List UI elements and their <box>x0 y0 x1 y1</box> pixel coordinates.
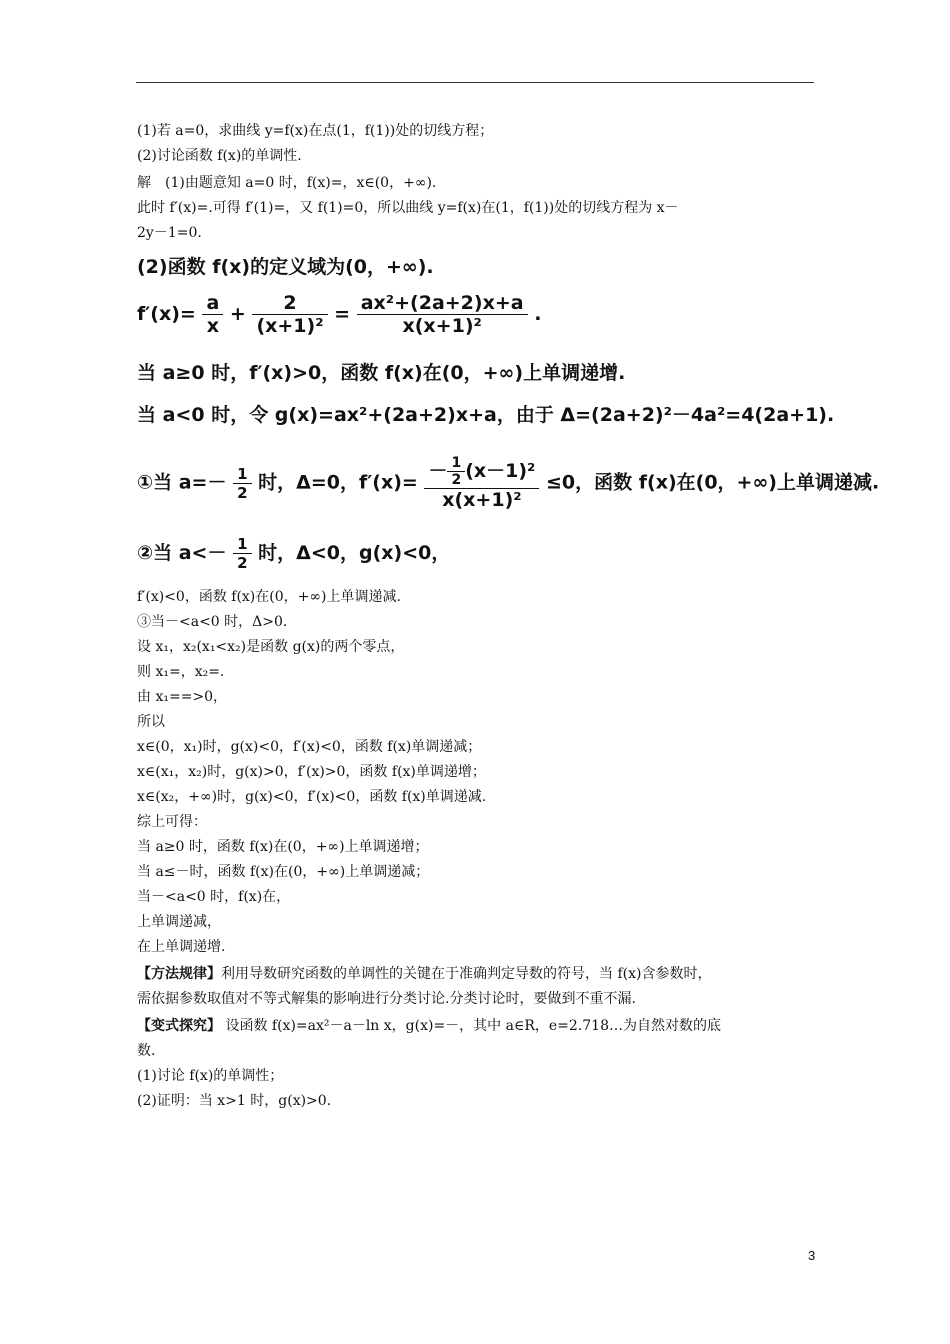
text-line: 当 a≥0 时，函数 f(x)在(0，+∞)上单调递增； <box>137 839 429 855</box>
variant-question-1: (1)讨论 f(x)的单调性； <box>137 1068 284 1084</box>
solution-line-3: 2y－1=0. <box>137 225 202 241</box>
text-line: x∈(x₂，+∞)时，g(x)<0，f′(x)<0，函数 f(x)单调递减. <box>137 789 487 805</box>
text-line: 当－<a<0 时，f(x)在， <box>137 889 291 905</box>
method-rule-cont: 需依据参数取值对不等式解集的影响进行分类讨论.分类讨论时，要做到不重不漏. <box>137 991 636 1007</box>
method-label: 【方法规律】 <box>137 966 221 982</box>
case-2: ②当 a<－ $\frac{1}{2}$ 时，Δ<0，g(x)<0， <box>137 535 451 572</box>
text-line: 在上单调递增. <box>137 939 226 955</box>
variant-label: 【变式探究】 <box>137 1018 221 1034</box>
fraction-a-over-x: $\frac{a}{x}$ <box>202 292 223 337</box>
text-line: 所以 <box>137 714 165 730</box>
text-line: x∈(0，x₁)时，g(x)<0，f′(x)<0，函数 f(x)单调递减； <box>137 739 482 755</box>
fraction-half-case-2: $\frac{1}{2}$ <box>233 535 251 572</box>
solution-line-1: 解 (1)由题意知 a=0 时，f(x)=，x∈(0，+∞). <box>137 175 437 191</box>
text-line: 则 x₁=，x₂=. <box>137 664 225 680</box>
case-1: ①当 a=－ $\frac{1}{2}$ 时，Δ=0，f′(x)= － $\frac{1}{2}$ (x－1)² x(x+1)² ≤0，函数 f(x)在(0，+∞)上单调递减. <box>137 455 880 511</box>
variant-problem: 【变式探究】 设函数 f(x)=ax²－a－ln x，g(x)=－，其中 a∈R，e=2.718…为自然对数的底 <box>137 1018 721 1034</box>
problem-part-2: (2)讨论函数 f(x)的单调性. <box>137 148 302 164</box>
solution-line-2: 此时 f′(x)=.可得 f′(1)=，又 f(1)=0，所以曲线 y=f(x)在(1，f(1))处的切线方程为 x－ <box>137 200 679 216</box>
problem-part-1: (1)若 a=0，求曲线 y=f(x)在点(1，f(1))处的切线方程； <box>137 123 494 139</box>
domain-statement: (2)函数 f(x)的定义域为(0，+∞). <box>137 256 434 278</box>
fraction-2-over-xplus1: $\frac{2}{\text{(x+1)²}}$ <box>252 292 327 337</box>
case-a-neg: 当 a<0 时，令 g(x)=ax²+(2a+2)x+a，由于 Δ=(2a+2)²－4a²=4(2a+1). <box>137 404 835 426</box>
header-rule <box>136 82 814 83</box>
text-line: 当 a≤－时，函数 f(x)在(0，+∞)上单调递减； <box>137 864 430 880</box>
fraction-half-inner: $\frac{1}{2}$ <box>447 455 465 488</box>
case-a-nonneg: 当 a≥0 时，f′(x)>0，函数 f(x)在(0，+∞)上单调递增. <box>137 362 626 384</box>
text-line: ③当－<a<0 时，Δ>0. <box>137 614 288 630</box>
fraction-half: $\frac{1}{2}$ <box>233 465 251 502</box>
method-rule: 【方法规律】利用导数研究函数的单调性的关键在于准确判定导数的符号，当 f(x)含参数时， <box>137 966 712 982</box>
page-number: 3 <box>808 1248 816 1263</box>
text-line: f′(x)<0，函数 f(x)在(0，+∞)上单调递减. <box>137 589 401 605</box>
text-line: 由 x₁==>0， <box>137 689 228 705</box>
text-line: 综上可得： <box>137 814 207 830</box>
derivative-formula: f′(x)= $\frac{a}{x}$ + $\frac{2}{\text{(x+1)²}}$ = $\frac{\text{ax²+(2a+2)x+a}}{\text{x(x+1)²}}$ . <box>137 292 542 337</box>
text-line: 上单调递减， <box>137 914 221 930</box>
text-line: 设 x₁，x₂(x₁<x₂)是函数 g(x)的两个零点， <box>137 639 405 655</box>
fraction-combined: $\frac{\text{ax²+(2a+2)x+a}}{\text{x(x+1)²}}$ <box>357 292 528 337</box>
fraction-derivative-case-1: － $\frac{1}{2}$ (x－1)² x(x+1)² <box>424 455 539 511</box>
variant-problem-cont: 数. <box>137 1043 156 1059</box>
variant-question-2: (2)证明：当 x>1 时，g(x)>0. <box>137 1093 332 1109</box>
text-line: x∈(x₁，x₂)时，g(x)>0，f′(x)>0，函数 f(x)单调递增； <box>137 764 486 780</box>
